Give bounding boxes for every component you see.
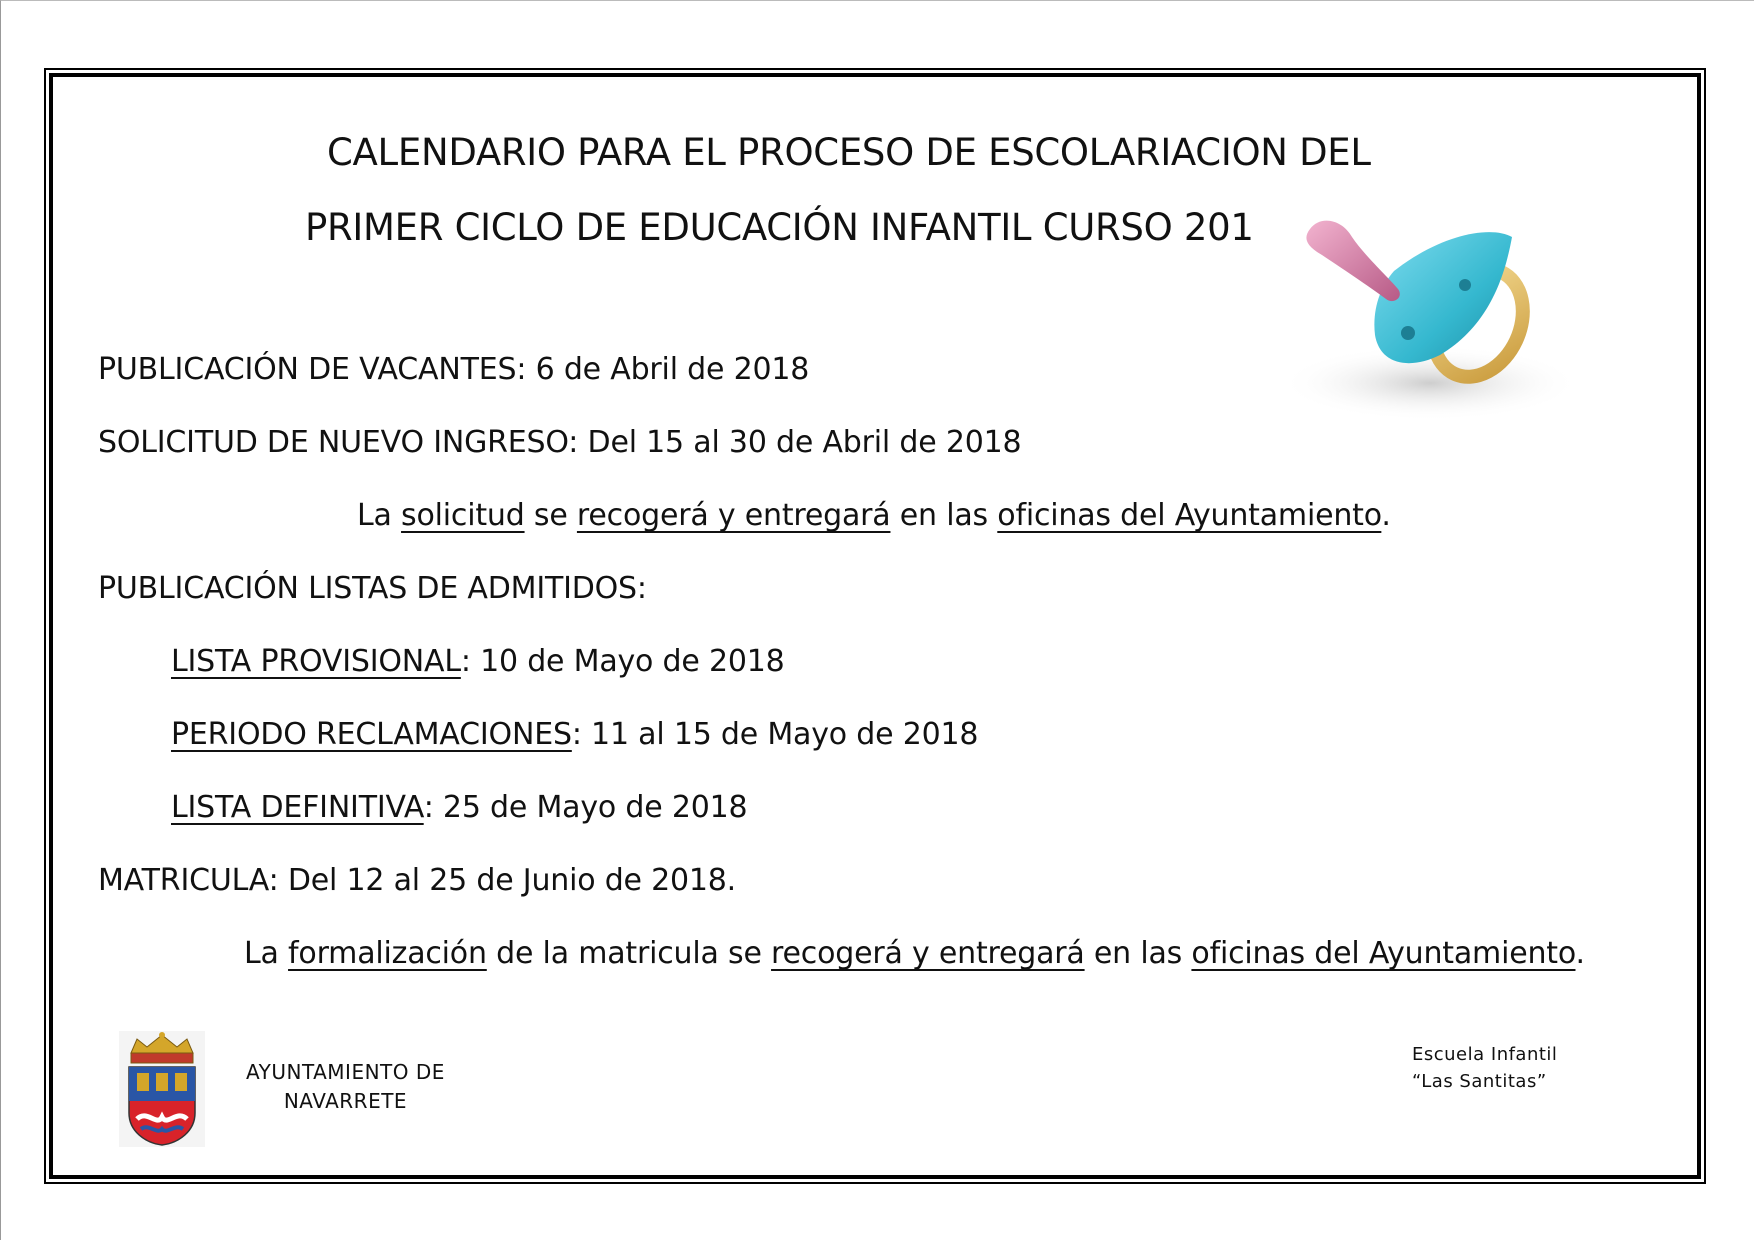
periodo-reclamaciones-value: : 11 al 15 de Mayo de 2018 <box>571 717 979 752</box>
solicitud-value: : Del 15 al 30 de Abril de 2018 <box>568 425 1022 460</box>
note-underlined: recogerá y entregará <box>771 936 1085 971</box>
note-text: se <box>524 498 577 533</box>
note-underlined: oficinas del Ayuntamiento <box>997 498 1382 533</box>
title-line-2: PRIMER CICLO DE EDUCACIÓN INFANTIL CURSO 201 <box>305 206 1254 249</box>
matricula-note <box>244 936 1585 971</box>
periodo-reclamaciones-label: PERIODO RECLAMACIONES <box>171 717 572 752</box>
ayuntamiento-line-2: NAVARRETE <box>283 1089 408 1113</box>
note-underlined: recogerá y entregará <box>576 498 891 533</box>
note-text: de la matricula se <box>486 936 772 971</box>
note-text: La <box>244 936 289 971</box>
vacantes-value: : 6 de Abril de 2018 <box>516 352 810 387</box>
escuela-label <box>1412 1041 1557 1095</box>
lista-provisional-line <box>171 644 785 679</box>
escuela-line-1: Escuela Infantil <box>1412 1044 1558 1065</box>
note-underlined: oficinas del Ayuntamiento <box>1191 936 1576 971</box>
escuela-line-2: “Las Santitas” <box>1412 1071 1547 1092</box>
matricula-value: : Del 12 al 25 de Junio de 2018. <box>268 863 737 898</box>
matricula-line <box>98 863 737 898</box>
title-line-1: CALENDARIO PARA EL PROCESO DE ESCOLARIACION DEL <box>327 131 1371 174</box>
solicitud-label: SOLICITUD DE NUEVO INGRESO <box>98 425 569 460</box>
pacifier-nipple <box>1306 221 1399 302</box>
note-text: . <box>1381 498 1391 533</box>
matricula-label: MATRICULA <box>98 863 269 898</box>
note-text: en las <box>890 498 998 533</box>
solicitud-line <box>98 425 1022 460</box>
note-text: . <box>1575 936 1585 971</box>
solicitud-note <box>357 498 1391 533</box>
coat-of-arms-icon <box>119 1031 205 1147</box>
ayuntamiento-line-1: AYUNTAMIENTO DE <box>246 1060 445 1084</box>
note-text: La <box>357 498 402 533</box>
note-underlined: formalización <box>288 936 487 971</box>
lista-provisional-value: : 10 de Mayo de 2018 <box>460 644 785 679</box>
note-underlined: solicitud <box>401 498 525 533</box>
periodo-reclamaciones-line <box>171 717 979 752</box>
lista-definitiva-value: : 25 de Mayo de 2018 <box>423 790 748 825</box>
lista-definitiva-line <box>171 790 748 825</box>
pacifier-icon <box>1290 215 1580 425</box>
note-text: en las <box>1084 936 1192 971</box>
lista-provisional-label: LISTA PROVISIONAL <box>171 644 461 679</box>
admitidos-heading: PUBLICACIÓN LISTAS DE ADMITIDOS: <box>98 571 647 606</box>
vacantes-label: PUBLICACIÓN DE VACANTES <box>98 352 517 387</box>
vacantes-line <box>98 352 810 387</box>
lista-definitiva-label: LISTA DEFINITIVA <box>171 790 424 825</box>
ayuntamiento-label <box>246 1058 445 1116</box>
